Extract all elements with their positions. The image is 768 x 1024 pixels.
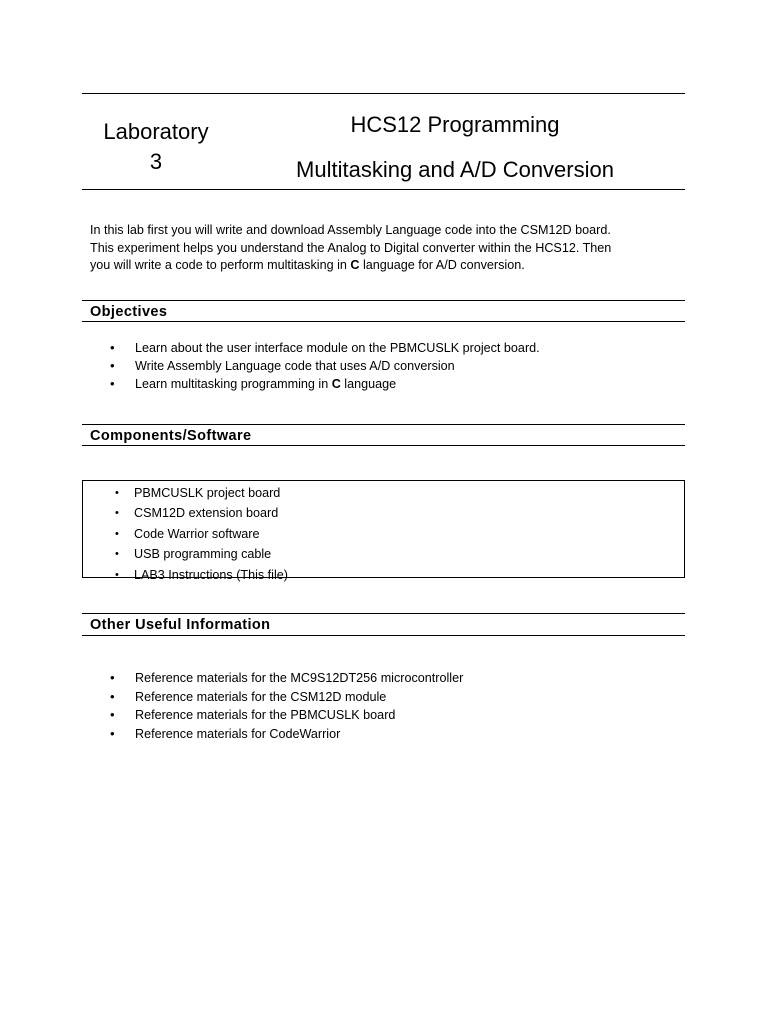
components-heading: Components/Software (90, 428, 252, 444)
header-bottom-rule (82, 189, 685, 190)
components-top-rule (82, 424, 685, 425)
lab-title-line2: Multitasking and A/D Conversion (296, 157, 614, 182)
objectives-heading: Objectives (90, 304, 168, 320)
list-item: • CSM12D extension board (113, 503, 288, 523)
header-top-rule (82, 93, 685, 94)
objectives-top-rule (82, 300, 685, 301)
intro-c-bold: C (350, 258, 360, 272)
intro-paragraph (90, 222, 680, 275)
components-bottom-rule (82, 445, 685, 446)
objectives-bottom-rule (82, 321, 685, 322)
intro-line-1: In this lab first you will write and download Assembly Language code into the CSM12D board. (90, 223, 611, 237)
list-item (110, 339, 540, 357)
components-list (113, 483, 288, 585)
list-item: • LAB3 Instructions (This file) (113, 565, 288, 585)
lab-number-label (82, 117, 230, 177)
objective-1-text: Learn about the user interface module on the PBMCUSLK project board. (135, 341, 540, 355)
objective-2-text: Write Assembly Language code that uses A/D conversion (135, 359, 455, 373)
components-box (82, 480, 685, 582)
objective-c-bold: C (331, 377, 341, 391)
objectives-list (110, 339, 540, 393)
intro-line-2: This experiment helps you understand the Analog to Digital converter within the HCS12. Then (90, 240, 612, 255)
intro-line-3 (90, 257, 680, 275)
lab-label-number: 3 (149, 149, 163, 174)
other-info-top-rule (82, 613, 685, 614)
objective-3-end: language (340, 377, 397, 391)
list-item: • Code Warrior software (113, 524, 288, 544)
list-item: • Reference materials for the CSM12D module (110, 688, 463, 707)
intro-line-3-end: language for A/D conversion. (359, 258, 525, 272)
list-item (110, 375, 540, 393)
list-item: • Reference materials for the PBMCUSLK board (110, 706, 463, 725)
other-info-list (110, 669, 463, 743)
objective-3-text: Learn multitasking programming in (135, 377, 332, 391)
list-item (110, 357, 540, 375)
lab-title-line1: HCS12 Programming (350, 112, 560, 137)
lab-label-word: Laboratory (103, 119, 209, 144)
list-item: • Reference materials for the MC9S12DT256 microcontroller (110, 669, 463, 688)
other-info-heading: Other Useful Information (90, 617, 271, 633)
list-item: • Reference materials for CodeWarrior (110, 725, 463, 744)
other-info-bottom-rule (82, 635, 685, 636)
list-item: • USB programming cable (113, 544, 288, 564)
intro-line-3-text: you will write a code to perform multitasking in (90, 258, 351, 272)
list-item: • PBMCUSLK project board (113, 483, 288, 503)
